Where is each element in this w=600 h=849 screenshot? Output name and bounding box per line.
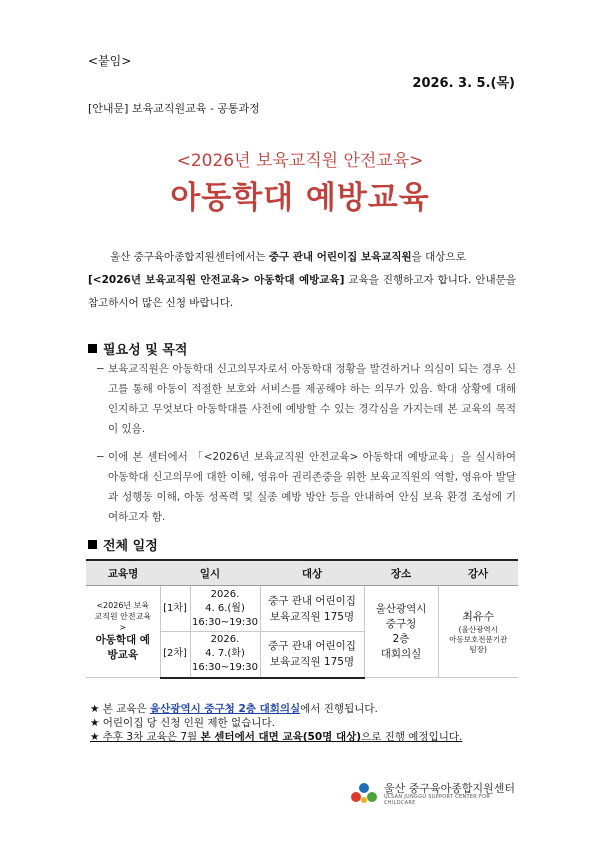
lecturer-org-1: (울산광역시 [458,624,498,634]
course-name-cell [86,586,160,678]
note-1-pre: 본 교육은 [102,703,151,715]
intro-paragraph [88,246,516,315]
note-2 [90,716,462,730]
center-logo-name: 울산 중구육아종합지원센터 [384,782,516,795]
document-subtitle: <2026년 보육교직원 안전교육> [176,151,424,171]
place-line2: 중구청 [385,617,417,630]
header-datetime: 일시 [160,560,260,586]
date-day-2: 4. 7.(화) [205,648,245,660]
datetime-1 [190,586,260,632]
header-place: 장소 [364,560,438,586]
list-item [96,447,516,527]
target-2-line2: 보육교직원 175명 [269,656,355,669]
section-schedule-heading [88,535,158,554]
notice-label: [안내문] 보육교직원교육 - 공통과정 [88,102,260,115]
table-header-row [86,560,518,586]
date-year-1: 2026. [210,588,240,600]
lecturer-name: 최유수 [462,609,495,623]
star-icon: ★ [90,717,100,729]
dash-icon: − [96,363,105,375]
lecturer-cell [438,586,518,678]
note-3-bold: 본 센터에서 대면 교육(50명 대상) [200,731,362,743]
document-title: 아동학대 예방교육 [170,180,430,216]
square-bullet-icon [88,344,97,353]
course-name-big: 아동학대 예방교육 [95,634,150,661]
place-cell [364,586,438,678]
note-1 [90,702,462,716]
section-schedule-title: 전체 일정 [103,539,158,554]
note-3-post: 으로 진행 예정입니다. [361,731,463,743]
place-line4: 대회의실 [380,647,422,660]
date-day-1: 4. 6.(월) [205,602,245,614]
note-1-place: 울산광역시 중구청 2층 대회의실 [150,703,301,715]
schedule-table [86,559,518,679]
purpose-item-1: 보육교직원은 아동학대 신고의무자로서 아동학대 정황을 발견하거나 의심이 되는 경우 신고를 통해 아동이 적절한 보호와 서비스를 제공해야 하는 의무가 있음. 학대 상황에 대해 인지하고 무엇보다 아동학대를 사전에 예방할 수 있는 경각심을 가지는데 본 교육의 목적이 있음. [108,363,516,435]
target-1-line2: 보육교직원 175명 [269,610,355,623]
target-1 [260,586,364,632]
dash-icon: − [96,451,105,463]
course-name-small: <2026년 보육교직원 안전교육> [94,601,152,632]
square-bullet-icon [88,540,97,549]
attachment-label: <붙임> [88,54,132,68]
header-course: 교육명 [86,560,160,586]
star-icon: ★ [90,731,100,743]
notes-list [90,702,462,744]
center-logo-icon [350,781,378,805]
center-logo-english: ULSAN JUNGGU SUPPORT CENTER FOR CHILDCARE [384,794,491,806]
date-time-1: 16:30~19:30 [191,616,258,628]
lecturer-org-3: 팀장) [469,644,487,654]
document-date: 2026. 3. 5.(목) [412,76,515,91]
target-1-line1: 중구 관내 어린이집 [268,594,356,607]
section-purpose-title: 필요성 및 목적 [103,343,188,358]
note-1-post: 에서 진행됩니다. [300,703,378,715]
section-purpose-heading [88,339,187,358]
session-2: [2차] [160,632,190,678]
note-3 [90,730,462,744]
center-logo [350,779,520,807]
datetime-2 [190,632,260,678]
purpose-list [96,359,516,527]
note-2-text: 어린이집 당 신청 인원 제한 없습니다. [102,717,275,729]
place-line1: 울산광역시 [375,602,427,615]
date-time-2: 16:30~19:30 [191,662,258,674]
purpose-item-2: 이에 본 센터에서 「<2026년 보육교직원 안전교육> 아동학대 예방교육」을 실시하여 아동학대 신고의무에 대한 이해, 영유아 권리존중을 위한 보육교직원의 역할, 영유아 발달과 성행동 이해, 아동 성폭력 및 실종 예방 방안 등을 안내하여 안심 보육 환경 조성에 기여하고자 함. [108,451,516,523]
intro-text-1: 울산 중구육아종합지원센터에서는 [110,251,269,263]
star-icon: ★ [90,703,100,715]
lecturer-org-2: 아동보호전문기관 [449,634,508,644]
target-2 [260,632,364,678]
intro-target-bold: 중구 관내 어린이집 보육교직원 [268,251,412,263]
session-1: [1차] [160,586,190,632]
date-year-2: 2026. [210,634,240,646]
header-target: 대상 [260,560,364,586]
header-lecturer: 강사 [438,560,518,586]
list-item [96,359,516,439]
target-2-line1: 중구 관내 어린이집 [268,640,356,653]
intro-text-2: 을 대상으로 [411,251,466,263]
place-line3: 2층 [392,632,410,645]
note-3-pre: 추후 3차 교육은 7월 [102,731,201,743]
table-row [86,586,518,632]
intro-text-3: 교육을 진행하고자 합니다. 안내문을 참고하시어 많은 신청 바랍니다. [88,274,516,309]
intro-course-bold: [<2026년 보육교직원 안전교육> 아동학대 예방교육] [88,274,345,286]
